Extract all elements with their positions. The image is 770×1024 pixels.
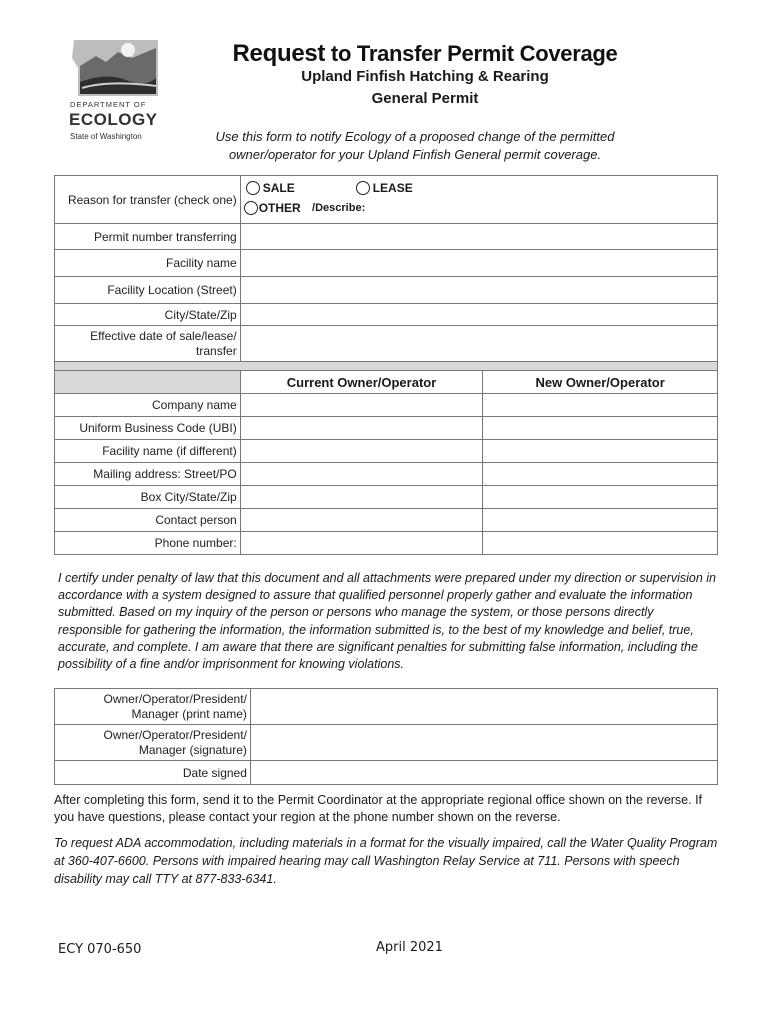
current-ubi-field[interactable] [240, 417, 483, 440]
row-label: Mailing address: Street/PO [55, 463, 241, 486]
row-label: City/State/Zip [55, 304, 241, 326]
permit-subtitle-2: General Permit [371, 90, 479, 107]
row-label: Date signed [55, 761, 251, 785]
new-ubi-field[interactable] [483, 417, 718, 440]
effective-date-field[interactable] [240, 326, 717, 362]
owner-row [55, 394, 718, 417]
lease-radio[interactable] [356, 181, 370, 195]
new-street-field[interactable] [483, 463, 718, 486]
current-phone-field[interactable] [240, 532, 483, 555]
reason-row [55, 176, 718, 224]
ada-notice: To request ADA accommodation, including materials in a format for the visually impaired, call the Water Quality Program at 360-407-6600. Persons with impaired hearing may call Washington Relay Service at 711. Persons with speech disability may call TTY at 877-833-6341. [54, 836, 718, 886]
lease-option[interactable]: LEASE [356, 180, 413, 195]
logo-state: State of Washington [70, 132, 142, 141]
facility-location-field[interactable] [240, 277, 717, 304]
describe-label: /Describe: [312, 201, 366, 214]
transfer-row [55, 277, 718, 304]
row-label: Contact person [55, 509, 241, 532]
row-label: Phone number: [55, 532, 241, 555]
other-radio[interactable] [244, 201, 258, 215]
row-label: Owner/Operator/President/ Manager (print name) [55, 689, 251, 725]
form-number: ECY 070-650 [58, 942, 142, 957]
current-owner-header: Current Owner/Operator [240, 371, 483, 394]
row-label: Facility name (if different) [55, 440, 241, 463]
logo-department: DEPARTMENT OF [70, 100, 147, 109]
signature-table [54, 688, 718, 785]
owner-row [55, 463, 718, 486]
signature-row [55, 689, 718, 725]
owner-row [55, 417, 718, 440]
new-city-field[interactable] [483, 486, 718, 509]
certification-text: I certify under penalty of law that this document and all attachments were prepared under my direction or supervision in accordance with a system designed to assure that qualified personnel properly gather and evaluate the information submitted. Based on my inquiry of the person or persons who manage the system, or those persons directly responsible for gathering the information, the information submitted is, to the best of my knowledge and belief, true, accurate, and complete. I am aware that there are significant penalties for submitting false information, including the possibility of a fine and/or imprisonment for knowing violations. [58, 571, 716, 672]
new-facility-field[interactable] [483, 440, 718, 463]
washington-state-map-icon [66, 38, 166, 98]
owner-row [55, 486, 718, 509]
new-phone-field[interactable] [483, 532, 718, 555]
owner-row [55, 509, 718, 532]
intro-text: Use this form to notify Ecology of a proposed change of the permitted owner/operator for your Upland Finfish General permit coverage. [215, 129, 615, 162]
signature-field[interactable] [250, 725, 717, 761]
current-company-field[interactable] [240, 394, 483, 417]
current-street-field[interactable] [240, 463, 483, 486]
transfer-table [54, 175, 718, 555]
transfer-row [55, 224, 718, 250]
facility-name-field[interactable] [240, 250, 717, 277]
row-label: Box City/State/Zip [55, 486, 241, 509]
ecology-logo [66, 38, 166, 148]
header-blank [55, 371, 241, 394]
reason-options [240, 176, 717, 224]
city-state-zip-field[interactable] [240, 304, 717, 326]
current-city-field[interactable] [240, 486, 483, 509]
row-label: Permit number transferring [55, 224, 241, 250]
sale-radio[interactable] [246, 181, 260, 195]
row-label: Facility name [55, 250, 241, 277]
transfer-row [55, 250, 718, 277]
current-facility-field[interactable] [240, 440, 483, 463]
transfer-row [55, 304, 718, 326]
submission-instructions: After completing this form, send it to the Permit Coordinator at the appropriate regional office shown on the reverse. If you have questions, please contact your region at the phone number shown on the reverse. [54, 793, 703, 824]
separator-row [55, 362, 718, 371]
owner-row [55, 440, 718, 463]
permit-subtitle: Upland Finfish Hatching & Rearing [301, 68, 549, 85]
page-title: Request to Transfer Permit Coverage [232, 40, 618, 67]
signature-row [55, 761, 718, 785]
permit-number-field[interactable] [240, 224, 717, 250]
form-date: April 2021 [376, 940, 443, 955]
owner-row [55, 532, 718, 555]
owner-header-row [55, 371, 718, 394]
row-label: Owner/Operator/President/ Manager (signature) [55, 725, 251, 761]
other-option[interactable]: OTHER [244, 200, 301, 214]
current-contact-field[interactable] [240, 509, 483, 532]
row-label: Company name [55, 394, 241, 417]
row-label: Effective date of sale/lease/ transfer [55, 326, 241, 362]
shaded-separator [55, 362, 718, 371]
new-contact-field[interactable] [483, 509, 718, 532]
print-name-field[interactable] [250, 689, 717, 725]
reason-label: Reason for transfer (check one) [55, 176, 241, 224]
row-label: Facility Location (Street) [55, 277, 241, 304]
row-label: Uniform Business Code (UBI) [55, 417, 241, 440]
new-company-field[interactable] [483, 394, 718, 417]
date-signed-field[interactable] [250, 761, 717, 785]
sale-option[interactable]: SALE [246, 180, 295, 195]
new-owner-header: New Owner/Operator [483, 371, 718, 394]
logo-ecology: ECOLOGY [69, 110, 158, 129]
signature-row [55, 725, 718, 761]
transfer-row [55, 326, 718, 362]
